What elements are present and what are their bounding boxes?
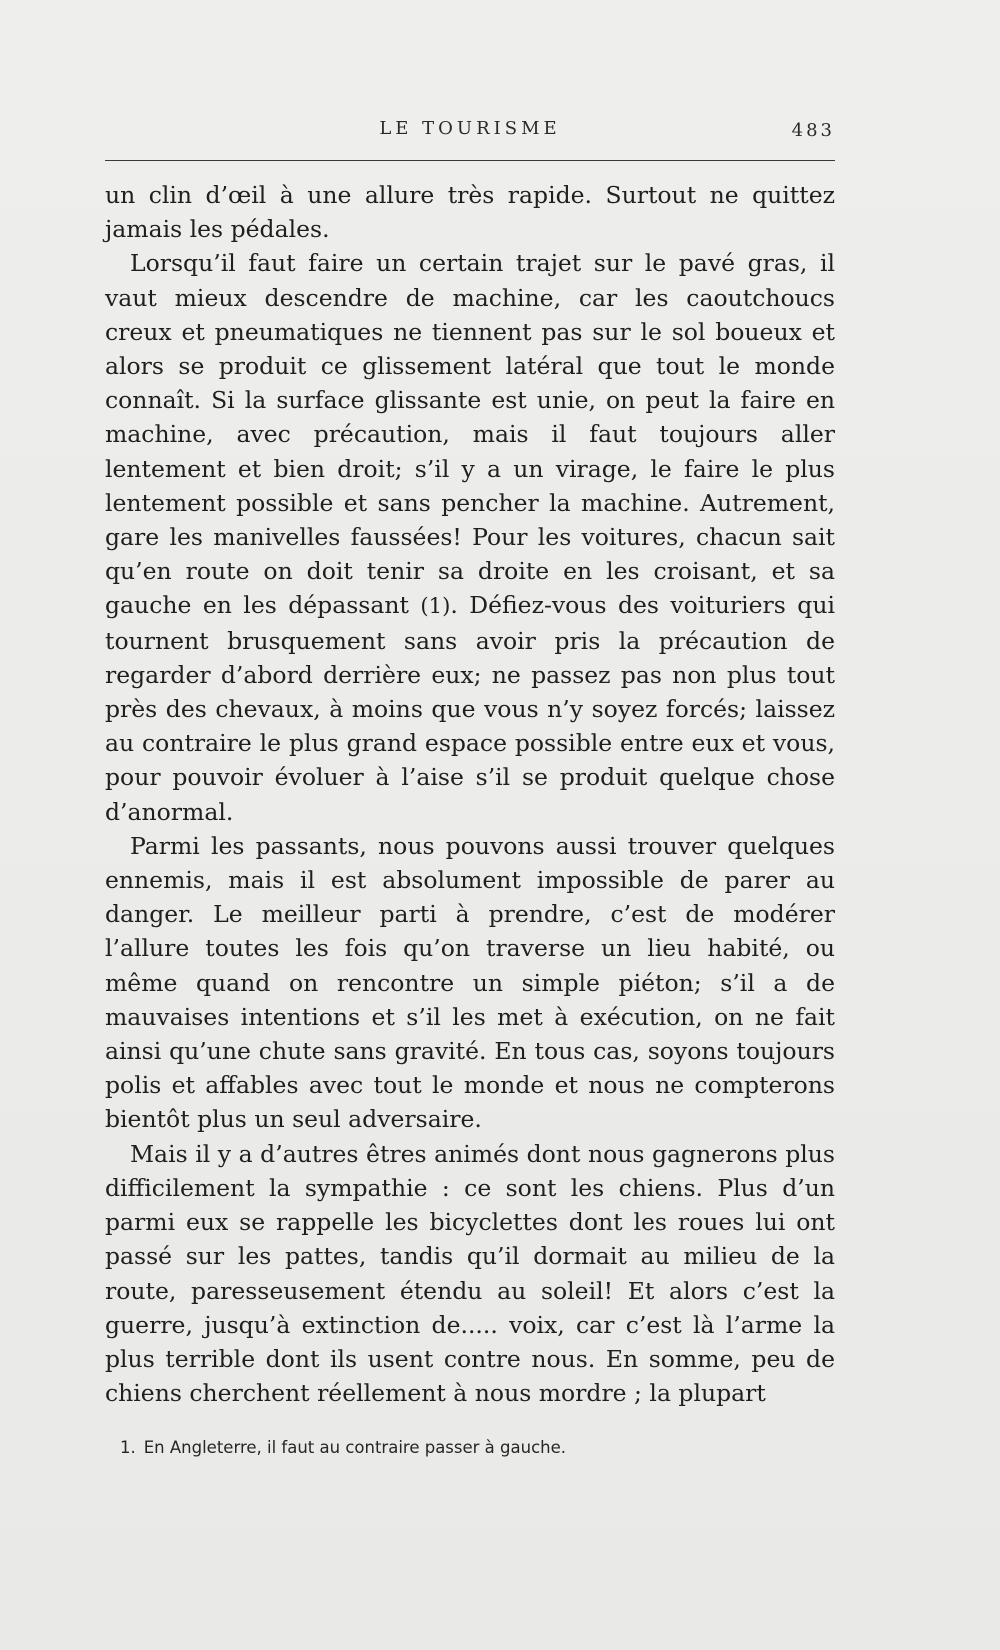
paragraph-1: un clin d’œil à une allure très rapide. Surtout ne quittez jamais les pédales. [105,181,835,244]
footnote-reference: (1) [420,593,451,619]
page-number: 483 [791,120,835,141]
running-title: LE TOURISME [379,118,561,139]
page-header [105,118,835,148]
footnote [120,1438,820,1457]
body-text [105,178,835,1410]
paragraph-2-part-a: Lorsqu’il faut faire un certain trajet sur le pavé gras, il vaut mieux descendre de machine, car les caoutchoucs creux et pneumatiques ne tiennent pas sur le sol boueux et alors se produit ce glissement latéral que tout le monde connaît. Si la surface glissante est unie, on peut la faire en machine, avec précaution, mais il faut toujours aller lentement et bien droit; s’il y a un virage, le faire le plus lentement possible et sans pencher la machine. Autrement, gare les manivelles faussées! Pour les voitures, chacun sait qu’en route on doit tenir sa droite en les croisant, et sa gauche en les dépassant [105,249,835,620]
paragraph-3: Parmi les passants, nous pouvons aussi trouver quelques ennemis, mais il est absolument impossible de parer au danger. Le meilleur parti à prendre, c’est de modérer l’allure toutes les fois qu’on traverse un lieu habité, ou même quand on rencontre un simple piéton; s’il a de mauvaises intentions et s’il les met à exécution, on ne fait ainsi qu’une chute sans gravité. En tous cas, soyons toujours polis et affables avec tout le monde et nous ne compterons bientôt plus un seul adversaire. [105,831,835,1134]
paragraph-2 [105,246,835,828]
header-rule [105,160,835,161]
paragraph-4: Mais il y a d’autres êtres animés dont nous gagnerons plus difficilement la sympathie : ce sont les chiens. Plus d’un parmi eux se rappelle les bicyclettes dont les roues lui ont passé sur les pattes, tandis qu’il dormait au milieu de la route, paresseusement étendu au soleil! Et alors c’est la guerre, jusqu’à extinction de..... voix, car c’est là l’arme la plus terrible dont ils usent contre nous. En somme, peu de chiens cherchent réellement à nous mordre ; la plupart [105,1139,835,1408]
paragraph-2-part-b: . Défiez-vous des voituriers qui tournent brusquement sans avoir pris la précaution de regarder d’abord derrière eux; ne passez pas non plus tout près des chevaux, à moins que vous n’y soyez forcés; laissez au contraire le plus grand espace possible entre eux et vous, pour pouvoir évoluer à l’aise s’il se produit quelque chose d’anormal. [105,591,835,826]
footnote-text: En Angleterre, il faut au contraire passer à gauche. [143,1438,566,1457]
footnote-number: 1. [120,1438,136,1457]
